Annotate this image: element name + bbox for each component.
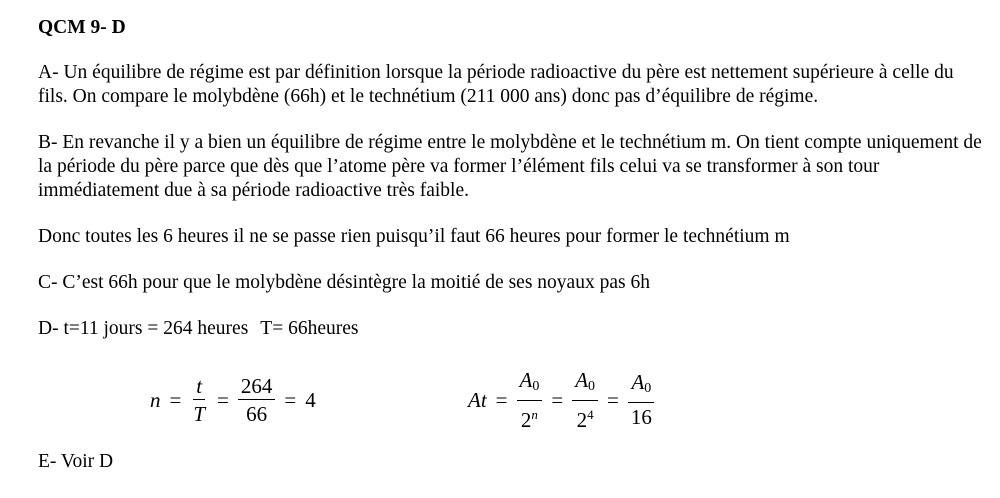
answer-d-time: D- t=11 jours = 264 heures: [38, 318, 249, 339]
equals-sign: =: [217, 387, 229, 412]
formula-activity: [468, 367, 655, 432]
equals-sign: =: [607, 387, 619, 412]
equals-sign: =: [169, 387, 182, 412]
fraction-264-over-66: [238, 373, 276, 428]
fraction-a0-over-2n: [517, 367, 543, 434]
equals-sign: =: [495, 387, 508, 412]
formula-at-lhs: At: [468, 387, 487, 412]
fraction-denominator: $2^4$: [576, 406, 594, 432]
fraction-denominator: T: [193, 401, 206, 426]
fraction-a0-over-2-4: [572, 367, 598, 434]
fraction-numerator: $A_0$: [572, 367, 598, 401]
fraction-numerator: $A_0$: [628, 369, 654, 403]
formula-half-lives: [150, 370, 316, 430]
fraction-numerator: $A_0$: [517, 367, 543, 401]
answer-a: A- Un équilibre de régime est par définition lorsque la période radioactive du père est nettement supérieure à celle du fils. On compare le molybdène (66h) et le technétium (211 000 ans) donc pas d’équilibre de régime.: [38, 62, 954, 107]
formulas: [0, 367, 1000, 440]
fraction-denominator: 16: [630, 405, 652, 429]
fraction-numerator: t: [193, 373, 205, 400]
answer-b-conclusion: Donc toutes les 6 heures il ne se passe rien puisqu’il faut 66 heures pour former le technétium m: [38, 226, 790, 247]
fraction-t-over-T: [190, 373, 208, 428]
fraction-numerator: 264: [238, 373, 276, 400]
fraction-denominator: 2$^n$: [520, 406, 538, 432]
fraction-a0-over-16: [628, 369, 655, 431]
equals-sign: =: [284, 387, 297, 412]
answer-c: C- C’est 66h pour que le molybdène désintègre la moitié de ses noyaux pas 6h: [38, 272, 650, 293]
formula-n-result: 4: [305, 387, 316, 412]
answer-d: [38, 317, 988, 341]
fraction-denominator: 66: [246, 401, 268, 426]
document-body: [38, 16, 988, 363]
answer-e: E- Voir D: [38, 451, 114, 472]
equals-sign: =: [551, 387, 564, 412]
answer-d-period: T= 66heures: [260, 318, 359, 339]
question-title: QCM 9- D: [38, 17, 126, 38]
formula-n-lhs: n: [150, 387, 161, 412]
answer-b: B- En revanche il y a bien un équilibre de régime entre le molybdène et le technétium m. On tient compte uniquement de la période du père parce que dès que l’atome père va former l’élément fils celui va se transformer à son tour immédiatement due à sa période radioactive très faible.: [38, 132, 982, 201]
